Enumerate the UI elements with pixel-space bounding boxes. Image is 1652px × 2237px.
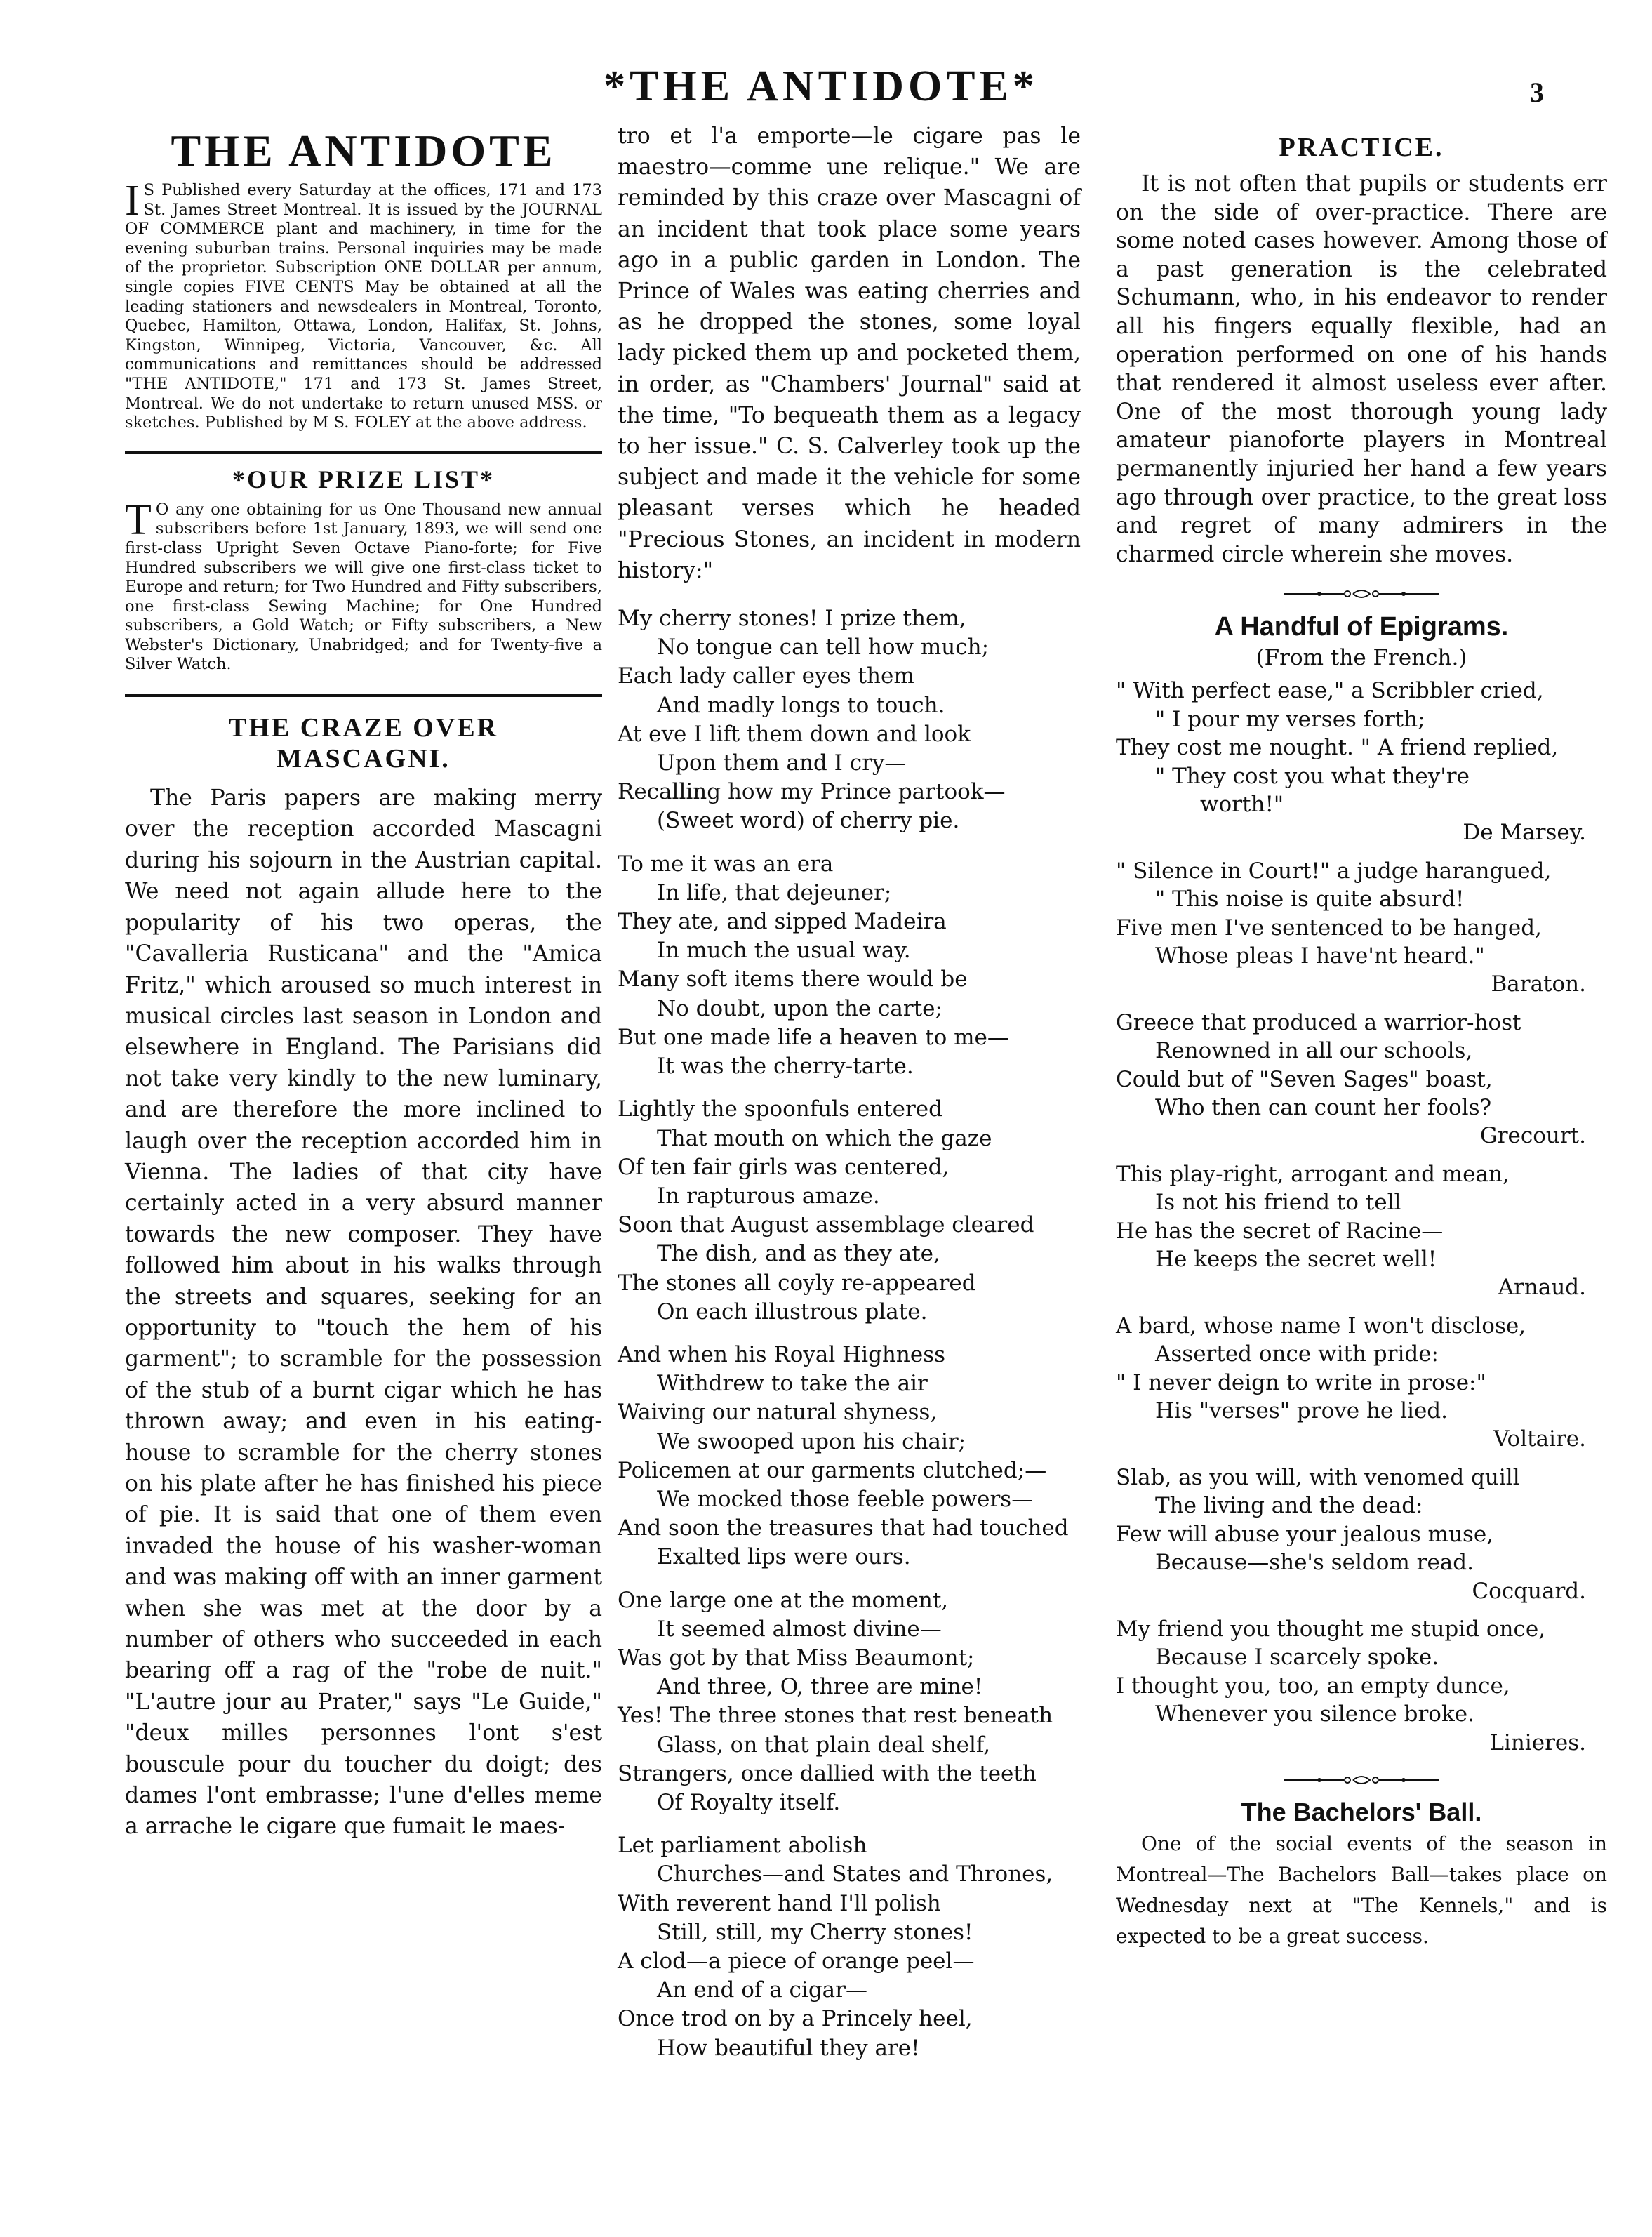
craze-continued-text: tro et l'a emporte—le cigare pas le maestro—comme une relique." We are reminded by this craze over Mascagni of an incident that took place some years ago in a public garden in London. The Prince of Wales was eating cherries and as he dropped the stones, some loyal lady picked them up and pocketed them, in order, as "Chambers' Journal" said at the time, "To bequeath them as a legacy to her issue." C. S. Calverley took up the subject and made it the vehicle for some pleasant verses which he headed "Precious Stones, an incident in modern history:": [618, 124, 1081, 583]
epigram-line: Five men I've sentenced to be hanged,: [1116, 915, 1542, 941]
epigram-line: Because I scarcely spoke.: [1155, 1645, 1439, 1671]
poem-line: Soon that August assemblage cleared: [618, 1212, 1034, 1238]
epigram-line: My friend you thought me stupid once,: [1116, 1616, 1546, 1642]
poem-line: Still, still, my Cherry stones!: [657, 1919, 973, 1945]
epigram-line: He keeps the secret well!: [1155, 1247, 1437, 1273]
prize-dropcap: T: [125, 496, 152, 544]
epigram-line: His "verses" prove he lied.: [1155, 1398, 1448, 1424]
poem-line: The stones all coyly re-appeared: [618, 1270, 976, 1296]
poem-stanza: [618, 1095, 1081, 1327]
epigram-line: Asserted once with pride:: [1155, 1341, 1439, 1367]
craze-heading-line1: THE CRAZE OVER: [228, 713, 499, 743]
epigrams-heading: A Handful of Epigrams.: [1214, 612, 1509, 642]
epigram-line: " This noise is quite absurd!: [1155, 887, 1465, 912]
bachelors-ball-text: One of the social events of the season in Montreal—The Bachelors Ball—takes place on Wednesday next at "The Kennels," and is expected to be a great success.: [1116, 1831, 1607, 1948]
precious-stones-poem: [618, 604, 1081, 2063]
epigram-author: Baraton.: [1491, 971, 1586, 997]
epigram-line: Could but of "Seven Sages" boast,: [1116, 1066, 1493, 1092]
poem-stanza: [618, 1341, 1081, 1572]
craze-article-text: The Paris papers are making merry over the reception accorded Mascagni during his sojourn in the Austrian capital. We need not again allude here to the popularity of his two operas, the "Cavalleria Rusticana" and the "Amica Fritz," which aroused so much interest in musical circles last season in London and elsewhere in England. The Parisians did not take very kindly to the new luminary, and are therefore the more inclined to laugh over the reception accorded him in Vienna. The ladies of that city have certainly acted in a very absurd manner towards the new composer. They have followed him about in his walks through the streets and squares, seeking for an opportunity to "touch the hem of his garment"; to scramble for the possession of the stub of a burnt cigar which he has thrown away; and even in his eating-house to scramble for the cherry stones on his plate after he has finished his piece of pie. It is said that one of them even invaded the house of his washer-woman and was making off with an inner garment when she was met at the door by a number of others who succeeded in each bearing off a rag of the "robe de nuit." "L'autre jour au Prater," says "Le Guide," "deux milles personnes l'ont s'est bouscule pour du toucher du doigt; des dames l'ont embrasse; l'une d'elles meme a arrache le cigare que fumait le maes-: [125, 785, 602, 1840]
epigram: [1116, 1615, 1607, 1757]
epigram-line: A bard, whose name I won't disclose,: [1116, 1313, 1526, 1339]
epigrams-subtitle: (From the French.): [1255, 645, 1467, 671]
poem-line: A clod—a piece of orange peel—: [618, 1948, 975, 1974]
poem-line: Waiving our natural shyness,: [618, 1400, 938, 1426]
poem-line: But one made life a heaven to me—: [618, 1024, 1009, 1050]
epigram-line: I thought you, too, an empty dunce,: [1116, 1673, 1510, 1699]
poem-line: Glass, on that plain deal shelf,: [657, 1732, 991, 1758]
poem-line: My cherry stones! I prize them,: [618, 606, 966, 632]
epigram-author: De Marsey.: [1463, 820, 1586, 846]
epigram-author: Linieres.: [1489, 1730, 1586, 1755]
epigram: [1116, 677, 1607, 847]
poem-line: Was got by that Miss Beaumont;: [618, 1645, 975, 1671]
poem-line: And madly longs to touch.: [657, 692, 945, 718]
poem-line: Strangers, once dallied with the teeth: [618, 1760, 1037, 1786]
craze-heading-line2: MASCAGNI.: [277, 744, 451, 774]
masthead-title: *THE ANTIDOTE*: [604, 62, 1039, 110]
poem-line: We swooped upon his chair;: [657, 1428, 966, 1454]
epigram: [1116, 857, 1607, 999]
epigram-line: Whose pleas I have'nt heard.": [1155, 943, 1485, 969]
poem-line: No tongue can tell how much;: [657, 635, 990, 661]
intro-dropcap: I: [125, 177, 140, 225]
section-rule: [125, 694, 602, 697]
epigram-author: Arnaud.: [1498, 1275, 1586, 1301]
bachelors-ball-heading: The Bachelors' Ball.: [1241, 1797, 1482, 1826]
section-rule: [125, 451, 602, 454]
poem-line: Of Royalty itself.: [657, 1789, 841, 1815]
poem-line: No doubt, upon the carte;: [657, 995, 942, 1021]
poem-line: One large one at the moment,: [618, 1587, 949, 1613]
poem-line: With reverent hand I'll polish: [618, 1890, 941, 1916]
poem-line: Yes! The three stones that rest beneath: [618, 1703, 1053, 1729]
right-column: [1116, 132, 1607, 1952]
poem-line: Each lady caller eyes them: [618, 663, 914, 689]
ornament-divider: [1116, 1767, 1607, 1792]
poem-line: In much the usual way.: [657, 938, 911, 964]
poem-line: At eve I lift them down and look: [618, 721, 971, 747]
poem-line: In life, that dejeuner;: [657, 879, 892, 905]
epigram-author: Grecourt.: [1479, 1123, 1586, 1149]
epigram: [1116, 1463, 1607, 1605]
poem-line: Exalted lips were ours.: [657, 1544, 911, 1570]
epigram-line: Whenever you silence broke.: [1155, 1701, 1474, 1727]
poem-line: Once trod on by a Princely heel,: [618, 2006, 973, 2032]
poem-line: How beautiful they are!: [657, 2035, 920, 2061]
poem-stanza: [618, 1586, 1081, 1818]
epigram-line: Who then can count her fools?: [1155, 1095, 1492, 1120]
poem-line: They ate, and sipped Madeira: [618, 909, 947, 935]
poem-line: Churches—and States and Thrones,: [657, 1861, 1053, 1887]
poem-stanza: [618, 1831, 1081, 2063]
practice-text: It is not often that pupils or students err on the side of over-practice. There are some noted cases however. Among those of a past generation is the celebrated Schumann, who, in his endeavor to render all his fingers equally flexible, had an operation performed on one of his hands that rendered it almost useless ever after. One of the most thorough young lady amateur pianoforte players in Montreal permanently injuried her hand a few years ago through over practice, to the great loss and regret of many admirers in the charmed circle wherein she moves.: [1116, 171, 1607, 567]
antidote-heading: THE ANTIDOTE: [171, 126, 557, 175]
epigram-line: Because—she's seldom read.: [1155, 1550, 1474, 1576]
poem-line: And when his Royal Highness: [618, 1341, 946, 1367]
poem-line: An end of a cigar—: [657, 1977, 867, 2003]
poem-line: Let parliament abolish: [618, 1833, 867, 1859]
poem-line: Many soft items there would be: [618, 967, 968, 993]
poem-line: Lightly the spoonfuls entered: [618, 1096, 942, 1122]
intro-paragraph: [125, 177, 602, 433]
epigram-line: " I never deign to write in prose:": [1116, 1369, 1486, 1395]
practice-heading: PRACTICE.: [1279, 133, 1444, 162]
poem-line: (Sweet word) of cherry pie.: [657, 808, 960, 834]
poem-line: The dish, and as they ate,: [657, 1241, 940, 1267]
epigram-line: " I pour my verses forth;: [1155, 706, 1425, 732]
epigram-line: Slab, as you will, with venomed quill: [1116, 1464, 1520, 1490]
epigram-line: worth!": [1200, 791, 1284, 817]
prize-list-heading: *OUR PRIZE LIST*: [232, 465, 495, 493]
epigram-line: This play-right, arrogant and mean,: [1116, 1161, 1510, 1187]
epigram-line: " They cost you what they're: [1155, 763, 1470, 789]
prize-paragraph: [125, 496, 602, 675]
poem-line: And soon the treasures that had touched: [618, 1515, 1069, 1541]
epigrams-list: [1116, 677, 1607, 1757]
epigram: [1116, 1160, 1607, 1302]
ornament-divider: [1116, 580, 1607, 605]
poem-line: On each illustrous plate.: [657, 1299, 928, 1325]
epigram: [1116, 1312, 1607, 1454]
poem-line: It seemed almost divine—: [657, 1616, 942, 1642]
poem-line: That mouth on which the gaze: [657, 1125, 992, 1151]
poem-line: Withdrew to take the air: [657, 1371, 928, 1397]
ornament-icon: [1277, 587, 1446, 601]
poem-line: In rapturous amaze.: [657, 1183, 880, 1209]
epigram-line: Is not his friend to tell: [1155, 1190, 1401, 1216]
epigram: [1116, 1009, 1607, 1150]
poem-line: Of ten fair girls was centered,: [618, 1154, 950, 1180]
intro-text: S Published every Saturday at the offices, 171 and 173 St. James Street Montreal. It is issued by the JOURNAL OF COMMERCE plant and machinery, in time for the evening suburban trains. Personal inquiries may be made of the proprietor. Subscription ONE DOLLAR per annum, single copies FIVE CENTS May be obtained at all the leading stationers and newsdealers in Montreal, Toronto, Quebec, Hamilton, Ottawa, London, Halifax, St. Johns, Kingston, Winnipeg, Victoria, Vancouver, &c. All communications and remittances should be addressed "THE ANTIDOTE," 171 and 173 St. James Street, Montreal. We do not undertake to return unused MSS. or sketches. Published by M S. FOLEY at the above address.: [125, 181, 602, 432]
poem-line: And three, O, three are mine!: [657, 1674, 983, 1700]
poem-line: To me it was an era: [618, 851, 834, 877]
poem-line: Recalling how my Prince partook—: [618, 779, 1006, 805]
epigram-line: He has the secret of Racine—: [1116, 1218, 1444, 1244]
poem-line: Upon them and I cry—: [657, 750, 907, 776]
left-column: [125, 126, 602, 1843]
poem-line: It was the cherry-tarte.: [657, 1054, 914, 1080]
epigram-line: Renowned in all our schools,: [1155, 1038, 1473, 1064]
poem-line: We mocked those feeble powers—: [657, 1486, 1034, 1512]
prize-text: O any one obtaining for us One Thousand new annual subscribers before 1st January, 1893, we will send one first-class Upright Seven Octave Piano-forte; for Five Hundred subscribers we will give one first-class ticket to Europe and return; for Two Hundred and Fifty subscribers, one first-class Sewing Machine; for One Hundred subscribers, a Gold Watch; or Fifty subscribers, a New Webster's Dictionary, Unabridged; and for Twenty-five a Silver Watch.: [125, 500, 602, 674]
epigram-line: " With perfect ease," a Scribbler cried,: [1116, 678, 1544, 704]
epigram-author: Voltaire.: [1493, 1426, 1586, 1452]
page-number: 3: [1530, 77, 1544, 108]
epigram-line: Few will abuse your jealous muse,: [1116, 1521, 1494, 1547]
middle-column: [618, 121, 1081, 2077]
epigram-line: They cost me nought. " A friend replied,: [1116, 735, 1559, 761]
epigram-line: The living and the dead:: [1155, 1493, 1423, 1519]
epigram-line: Greece that produced a warrior-host: [1116, 1009, 1521, 1035]
epigram-author: Cocquard.: [1472, 1578, 1586, 1604]
poem-stanza: [618, 850, 1081, 1082]
poem-line: Policemen at our garments clutched;—: [618, 1457, 1047, 1483]
poem-stanza: [618, 604, 1081, 836]
ornament-icon: [1277, 1773, 1446, 1787]
epigram-line: " Silence in Court!" a judge harangued,: [1116, 858, 1552, 884]
